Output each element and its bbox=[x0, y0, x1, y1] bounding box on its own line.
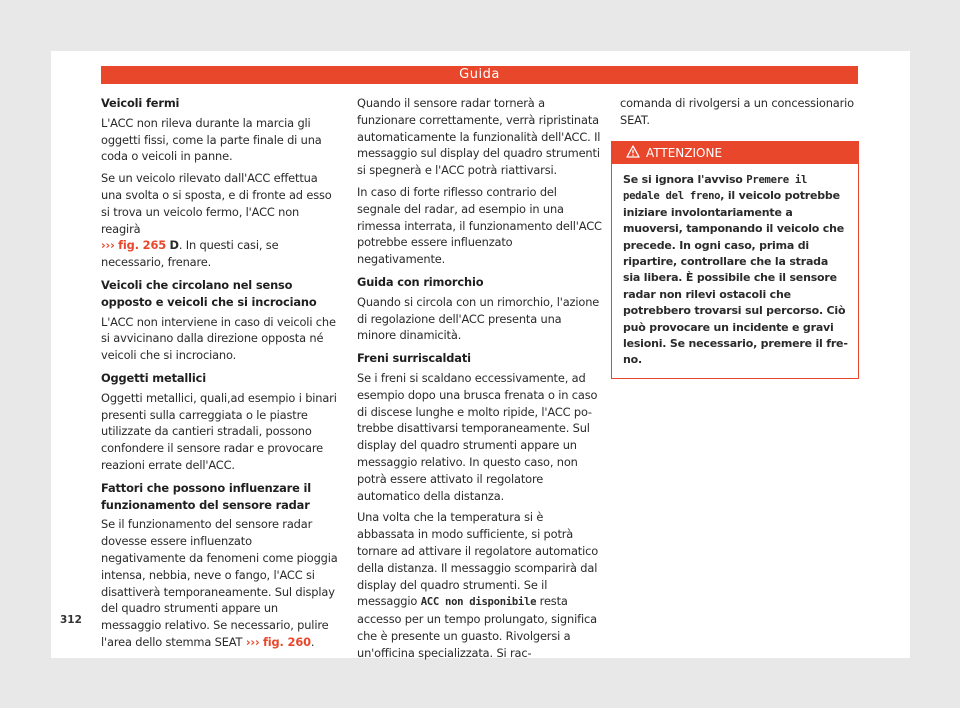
paragraph: L'ACC non rileva durante la marcia gli oggetti fissi, come la parte finale di una coda o veicoli in panne. bbox=[101, 115, 322, 164]
warning-box bbox=[611, 141, 859, 379]
heading-rimorchio: Guida con rimorchio bbox=[357, 274, 484, 289]
paragraph: Quando il sensore radar tornerà a funzionare correttamente, verrà ripristinata automaticamente la funzionalità dell'ACC. Il messaggio sul display del quadro strumenti si spegnerà e l'ACC potrà riattivarsi. bbox=[357, 96, 601, 178]
paragraph-text: Se il funzionamento del sensore radar dovesse essere influenzato negativamente da fenomeni come pioggia intensa, nebbia, neve o fango, l'ACC si disattiverà temporaneamente. Sul display del quadro strumenti appare un messaggio relativo. Se necessario, pulire l'area dello stemma SEAT bbox=[101, 517, 338, 649]
figure-link[interactable]: fig. 260 bbox=[262, 634, 311, 649]
paragraph-text: Una volta che la temperatura si è abbassata in modo sufficiente, si potrà tornare ad attivare il regolatore automatico della distanza. Il messaggio scomparirà dal display del quadro strumenti. Se il messaggio bbox=[357, 510, 599, 609]
warning-body bbox=[612, 164, 858, 378]
heading-oggetti-metallici: Oggetti metallici bbox=[101, 370, 207, 385]
column-1 bbox=[101, 95, 339, 656]
warning-text: Se si ignora l'avviso bbox=[623, 173, 743, 186]
paragraph-text: Se un veicolo rilevato dall'ACC effettua una svolta o si sposta, e di fronte ad esso si trova un veicolo fermo, l'ACC non reagirà bbox=[101, 171, 332, 236]
paragraph: Se i freni si scaldano eccessivamente, ad esempio dopo una brusca frenata o in caso di discese lunghe e molto ripide, l'ACC potrebbe disattivarsi temporaneamente. Sul display del quadro strumenti appare un messaggio relativo. In questo caso, non potrà essere attivato il regolatore automatico della distanza. bbox=[357, 370, 598, 503]
section-header: Guida bbox=[101, 66, 858, 84]
paragraph: Quando si circola con un rimorchio, l'azione di regolazione dell'ACC presenta una minore dinamicità. bbox=[357, 294, 600, 343]
paragraph bbox=[101, 516, 339, 650]
warning-text: , il veicolo potrebbe iniziare involontariamente a muoversi, tamponando il veicolo che precede. In ogni caso, prima di ripartire, controllare che la strada sia libera. È possibile che il sensore radar non rilevi ostacoli che potrebbero trovarsi sul percorso. Ciò può provocare un incidente e gravi lesioni. Se necessario, premere il freno. bbox=[623, 189, 848, 367]
paragraph: Oggetti metallici, quali,ad esempio i binari presenti sulla carreggiata o le piastre utilizzate da cantieri stradali, possono confondere il sensore radar e provocare reazioni errate dell'ACC. bbox=[101, 390, 337, 472]
warning-header bbox=[612, 142, 858, 164]
column-2 bbox=[357, 95, 602, 667]
figure-link[interactable]: fig. 265 bbox=[118, 238, 167, 253]
ref-arrow: ››› bbox=[245, 634, 260, 649]
paragraph-text: . bbox=[310, 634, 315, 649]
page-number: 312 bbox=[60, 614, 82, 626]
warning-title: ATTENZIONE bbox=[646, 146, 723, 160]
heading-senso-opposto: Veicoli che circolano nel senso opposto e veicoli che si incrociano bbox=[101, 277, 317, 309]
paragraph-text: resta accesso per un tempo prolungato, significa che è presente un guasto. Rivolgersi a un'officina specializzata. Si rac- bbox=[357, 594, 597, 660]
heading-veicoli-fermi: Veicoli fermi bbox=[101, 96, 180, 110]
heading-freni: Freni surriscaldati bbox=[357, 351, 471, 366]
ref-arrow: ››› bbox=[101, 238, 115, 253]
display-message: ACC non disponibile bbox=[420, 596, 537, 609]
paragraph: L'ACC non interviene in caso di veicoli che si avvicinano dalla direzione opposta né veicoli che si incrociano. bbox=[101, 314, 336, 363]
paragraph: comanda di rivolgersi a un concessionario SEAT. bbox=[620, 96, 854, 127]
paragraph: In caso di forte riflesso contrario del segnale del radar, ad esempio in una rimessa interrata, il funzionamento dell'ACC potrebbe essere influenzato negativamente. bbox=[357, 184, 602, 267]
paragraph bbox=[357, 509, 602, 661]
figure-letter: D bbox=[169, 238, 179, 253]
warning-triangle-icon bbox=[626, 143, 640, 165]
heading-fattori: Fattori che possono influenzare il funzionamento del sensore radar bbox=[101, 480, 311, 512]
column-3 bbox=[620, 95, 860, 134]
display-message: Premere il pedale del freno bbox=[623, 174, 808, 203]
paragraph-text: . In questi casi, se necessario, frenare. bbox=[101, 238, 279, 270]
paragraph bbox=[101, 170, 339, 271]
